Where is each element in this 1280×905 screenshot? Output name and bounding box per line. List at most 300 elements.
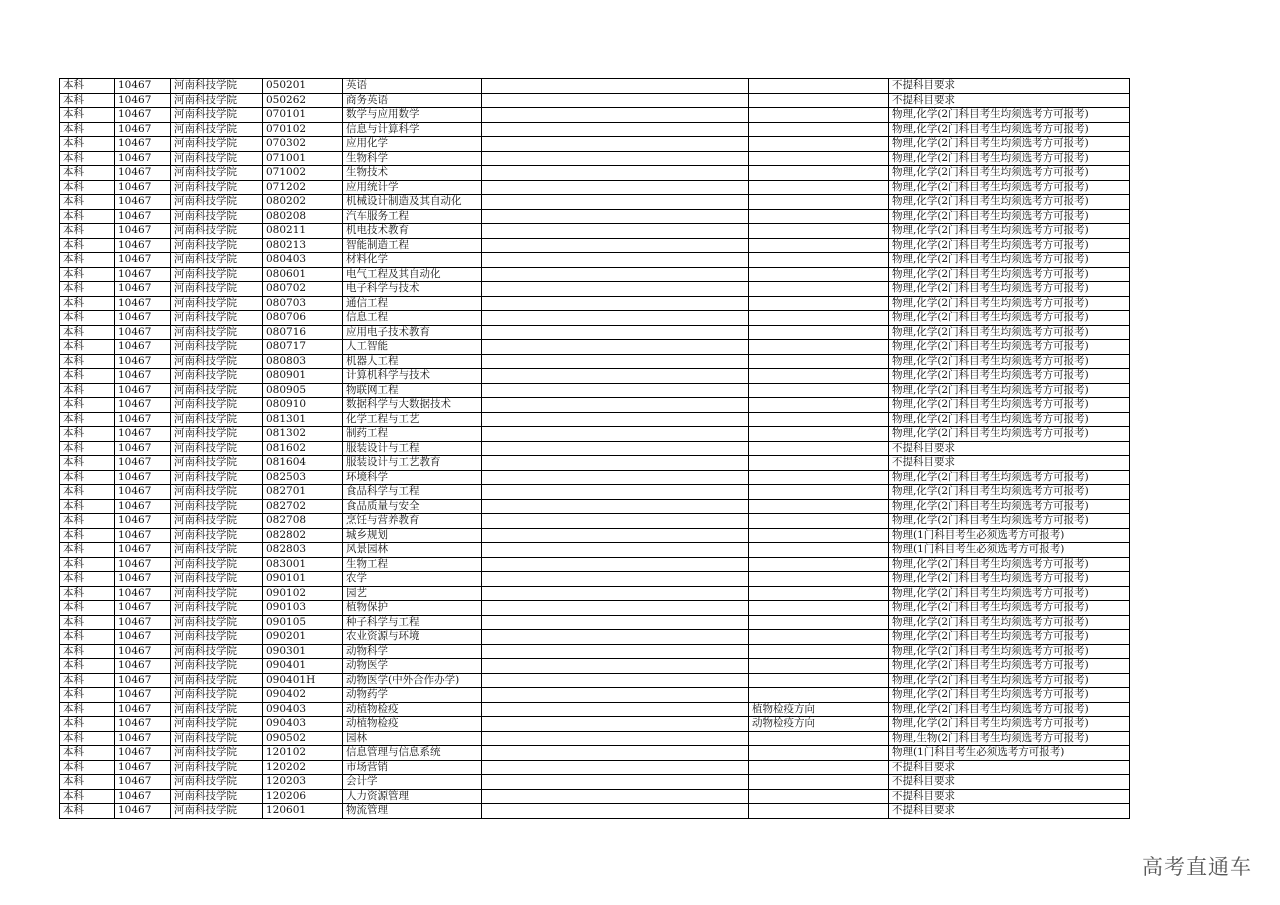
school-name-cell: 河南科技学院 [171,456,263,471]
major-code-cell: 090402 [263,688,343,703]
school-name-cell: 河南科技学院 [171,557,263,572]
requirement-cell: 物理,化学(2门科目考生均须选考方可报考) [889,427,1130,442]
school-code-cell: 10467 [115,644,171,659]
school-code-cell: 10467 [115,282,171,297]
requirement-cell: 物理,化学(2门科目考生均须选考方可报考) [889,659,1130,674]
table-row [60,789,1130,804]
requirement-cell: 不提科目要求 [889,760,1130,775]
requirement-cell: 物理,化学(2门科目考生均须选考方可报考) [889,586,1130,601]
major-code-cell: 080211 [263,224,343,239]
major-name-cell: 电气工程及其自动化 [343,267,482,282]
table-row [60,543,1130,558]
direction-cell [749,137,889,152]
major-name-cell: 数学与应用数学 [343,108,482,123]
major-name-cell: 生物技术 [343,166,482,181]
major-name-cell: 园林 [343,731,482,746]
major-code-cell: 080208 [263,209,343,224]
requirement-cell: 物理(1门科目考生必须选考方可报考) [889,746,1130,761]
table-row [60,702,1130,717]
major-code-cell: 082503 [263,470,343,485]
school-code-cell: 10467 [115,224,171,239]
school-name-cell: 河南科技学院 [171,427,263,442]
note-cell [482,499,749,514]
school-code-cell: 10467 [115,659,171,674]
major-name-cell: 通信工程 [343,296,482,311]
direction-cell [749,659,889,674]
table-body [60,79,1130,819]
direction-cell [749,166,889,181]
direction-cell [749,485,889,500]
watermark-text: 高考直通车 [1142,855,1252,879]
level-cell: 本科 [60,441,115,456]
major-name-cell: 动物科学 [343,644,482,659]
school-name-cell: 河南科技学院 [171,253,263,268]
major-code-cell: 080901 [263,369,343,384]
note-cell [482,746,749,761]
table-row [60,224,1130,239]
note-cell [482,325,749,340]
table-row [60,775,1130,790]
level-cell: 本科 [60,644,115,659]
direction-cell [749,180,889,195]
major-name-cell: 园艺 [343,586,482,601]
major-code-cell: 090105 [263,615,343,630]
school-code-cell: 10467 [115,673,171,688]
major-code-cell: 071202 [263,180,343,195]
table-row [60,108,1130,123]
direction-cell [749,369,889,384]
major-code-cell: 120203 [263,775,343,790]
level-cell: 本科 [60,122,115,137]
school-name-cell: 河南科技学院 [171,166,263,181]
school-name-cell: 河南科技学院 [171,267,263,282]
school-name-cell: 河南科技学院 [171,528,263,543]
direction-cell [749,224,889,239]
school-code-cell: 10467 [115,238,171,253]
major-code-cell: 090502 [263,731,343,746]
school-code-cell: 10467 [115,412,171,427]
level-cell: 本科 [60,325,115,340]
major-name-cell: 农业资源与环境 [343,630,482,645]
school-code-cell: 10467 [115,717,171,732]
direction-cell [749,195,889,210]
requirement-cell: 物理,化学(2门科目考生均须选考方可报考) [889,325,1130,340]
school-code-cell: 10467 [115,108,171,123]
direction-cell [749,253,889,268]
school-name-cell: 河南科技学院 [171,659,263,674]
requirement-cell: 物理,化学(2门科目考生均须选考方可报考) [889,108,1130,123]
direction-cell [749,296,889,311]
table-row [60,325,1130,340]
school-name-cell: 河南科技学院 [171,398,263,413]
level-cell: 本科 [60,93,115,108]
table-row [60,311,1130,326]
requirement-cell: 物理,化学(2门科目考生均须选考方可报考) [889,224,1130,239]
table-row [60,470,1130,485]
school-code-cell: 10467 [115,702,171,717]
table-row [60,717,1130,732]
requirement-cell: 物理,化学(2门科目考生均须选考方可报考) [889,311,1130,326]
major-name-cell: 动植物检疫 [343,702,482,717]
level-cell: 本科 [60,673,115,688]
note-cell [482,354,749,369]
level-cell: 本科 [60,543,115,558]
school-code-cell: 10467 [115,398,171,413]
requirement-cell: 物理,化学(2门科目考生均须选考方可报考) [889,572,1130,587]
note-cell [482,137,749,152]
school-name-cell: 河南科技学院 [171,601,263,616]
direction-cell [749,731,889,746]
requirement-cell: 物理,化学(2门科目考生均须选考方可报考) [889,485,1130,500]
major-code-cell: 090401H [263,673,343,688]
table-row [60,398,1130,413]
requirement-cell: 物理,化学(2门科目考生均须选考方可报考) [889,514,1130,529]
major-code-cell: 090101 [263,572,343,587]
requirement-cell: 物理,化学(2门科目考生均须选考方可报考) [889,166,1130,181]
level-cell: 本科 [60,267,115,282]
level-cell: 本科 [60,296,115,311]
major-name-cell: 生物工程 [343,557,482,572]
direction-cell [749,456,889,471]
requirement-cell: 物理,化学(2门科目考生均须选考方可报考) [889,630,1130,645]
major-name-cell: 计算机科学与技术 [343,369,482,384]
school-name-cell: 河南科技学院 [171,441,263,456]
major-code-cell: 081604 [263,456,343,471]
table-row [60,485,1130,500]
note-cell [482,296,749,311]
note-cell [482,253,749,268]
direction-cell [749,557,889,572]
direction-cell [749,93,889,108]
direction-cell [749,673,889,688]
school-name-cell: 河南科技学院 [171,470,263,485]
table-row [60,514,1130,529]
table-row [60,615,1130,630]
requirement-cell: 物理,化学(2门科目考生均须选考方可报考) [889,296,1130,311]
major-code-cell: 081302 [263,427,343,442]
note-cell [482,79,749,94]
school-name-cell: 河南科技学院 [171,644,263,659]
level-cell: 本科 [60,557,115,572]
table-row [60,760,1130,775]
school-code-cell: 10467 [115,760,171,775]
major-code-cell: 080202 [263,195,343,210]
major-name-cell: 商务英语 [343,93,482,108]
requirement-cell: 物理,化学(2门科目考生均须选考方可报考) [889,267,1130,282]
table-row [60,340,1130,355]
school-code-cell: 10467 [115,166,171,181]
major-code-cell: 082701 [263,485,343,500]
note-cell [482,282,749,297]
major-name-cell: 信息工程 [343,311,482,326]
major-code-cell: 090103 [263,601,343,616]
major-name-cell: 服装设计与工艺教育 [343,456,482,471]
direction-cell [749,340,889,355]
note-cell [482,528,749,543]
major-name-cell: 城乡规划 [343,528,482,543]
requirement-cell: 物理,化学(2门科目考生均须选考方可报考) [889,673,1130,688]
note-cell [482,441,749,456]
direction-cell [749,427,889,442]
major-code-cell: 120206 [263,789,343,804]
requirement-cell: 物理,化学(2门科目考生均须选考方可报考) [889,383,1130,398]
major-code-cell: 082802 [263,528,343,543]
major-name-cell: 会计学 [343,775,482,790]
table-row [60,383,1130,398]
note-cell [482,688,749,703]
note-cell [482,572,749,587]
note-cell [482,151,749,166]
major-code-cell: 081602 [263,441,343,456]
school-name-cell: 河南科技学院 [171,499,263,514]
school-code-cell: 10467 [115,180,171,195]
table-row [60,354,1130,369]
major-name-cell: 人力资源管理 [343,789,482,804]
requirement-cell: 物理,化学(2门科目考生均须选考方可报考) [889,702,1130,717]
school-code-cell: 10467 [115,151,171,166]
direction-cell [749,108,889,123]
major-name-cell: 服装设计与工程 [343,441,482,456]
major-name-cell: 动物医学 [343,659,482,674]
school-name-cell: 河南科技学院 [171,485,263,500]
direction-cell [749,354,889,369]
school-name-cell: 河南科技学院 [171,775,263,790]
major-name-cell: 信息与计算科学 [343,122,482,137]
direction-cell [749,746,889,761]
note-cell [482,789,749,804]
table-row [60,137,1130,152]
level-cell: 本科 [60,151,115,166]
school-code-cell: 10467 [115,499,171,514]
table-row [60,93,1130,108]
school-code-cell: 10467 [115,543,171,558]
major-code-cell: 080716 [263,325,343,340]
school-code-cell: 10467 [115,789,171,804]
note-cell [482,557,749,572]
school-code-cell: 10467 [115,441,171,456]
direction-cell [749,267,889,282]
major-code-cell: 080403 [263,253,343,268]
major-name-cell: 植物保护 [343,601,482,616]
level-cell: 本科 [60,775,115,790]
school-code-cell: 10467 [115,383,171,398]
major-name-cell: 风景园林 [343,543,482,558]
major-name-cell: 动物医学(中外合作办学) [343,673,482,688]
school-code-cell: 10467 [115,122,171,137]
direction-cell [749,282,889,297]
direction-cell [749,630,889,645]
requirement-cell: 物理,化学(2门科目考生均须选考方可报考) [889,470,1130,485]
school-code-cell: 10467 [115,775,171,790]
table-row [60,238,1130,253]
major-name-cell: 食品科学与工程 [343,485,482,500]
school-name-cell: 河南科技学院 [171,296,263,311]
level-cell: 本科 [60,528,115,543]
level-cell: 本科 [60,340,115,355]
level-cell: 本科 [60,166,115,181]
school-code-cell: 10467 [115,267,171,282]
major-code-cell: 080213 [263,238,343,253]
level-cell: 本科 [60,311,115,326]
major-code-cell: 050262 [263,93,343,108]
level-cell: 本科 [60,659,115,674]
level-cell: 本科 [60,615,115,630]
school-name-cell: 河南科技学院 [171,383,263,398]
level-cell: 本科 [60,253,115,268]
level-cell: 本科 [60,586,115,601]
table-row [60,688,1130,703]
school-code-cell: 10467 [115,93,171,108]
table-row [60,412,1130,427]
note-cell [482,209,749,224]
requirement-cell: 物理,化学(2门科目考生均须选考方可报考) [889,499,1130,514]
table-row [60,644,1130,659]
school-code-cell: 10467 [115,470,171,485]
table-row [60,586,1130,601]
requirement-cell: 物理,化学(2门科目考生均须选考方可报考) [889,340,1130,355]
note-cell [482,108,749,123]
direction-cell [749,499,889,514]
requirement-cell: 物理,化学(2门科目考生均须选考方可报考) [889,615,1130,630]
table-row [60,630,1130,645]
direction-cell [749,122,889,137]
school-code-cell: 10467 [115,586,171,601]
requirement-cell: 物理,化学(2门科目考生均须选考方可报考) [889,412,1130,427]
note-cell [482,166,749,181]
school-code-cell: 10467 [115,615,171,630]
school-code-cell: 10467 [115,514,171,529]
level-cell: 本科 [60,195,115,210]
direction-cell [749,514,889,529]
direction-cell [749,325,889,340]
note-cell [482,659,749,674]
school-name-cell: 河南科技学院 [171,514,263,529]
level-cell: 本科 [60,485,115,500]
requirement-cell: 物理,化学(2门科目考生均须选考方可报考) [889,180,1130,195]
table-row [60,253,1130,268]
major-name-cell: 烹饪与营养教育 [343,514,482,529]
table-row [60,557,1130,572]
requirement-cell: 物理(1门科目考生必须选考方可报考) [889,528,1130,543]
school-code-cell: 10467 [115,601,171,616]
direction-cell [749,311,889,326]
level-cell: 本科 [60,731,115,746]
major-name-cell: 化学工程与工艺 [343,412,482,427]
direction-cell [749,572,889,587]
level-cell: 本科 [60,688,115,703]
level-cell: 本科 [60,601,115,616]
table-row [60,427,1130,442]
level-cell: 本科 [60,630,115,645]
school-code-cell: 10467 [115,325,171,340]
requirement-cell: 物理,化学(2门科目考生均须选考方可报考) [889,137,1130,152]
direction-cell [749,601,889,616]
level-cell: 本科 [60,514,115,529]
note-cell [482,180,749,195]
note-cell [482,398,749,413]
level-cell: 本科 [60,282,115,297]
major-code-cell: 080706 [263,311,343,326]
note-cell [482,717,749,732]
requirement-cell: 物理,化学(2门科目考生均须选考方可报考) [889,354,1130,369]
table-row [60,499,1130,514]
subject-requirements-table [59,78,1130,819]
school-name-cell: 河南科技学院 [171,412,263,427]
direction-cell [749,79,889,94]
table-row [60,673,1130,688]
major-code-cell: 050201 [263,79,343,94]
requirement-cell: 物理,化学(2门科目考生均须选考方可报考) [889,151,1130,166]
level-cell: 本科 [60,137,115,152]
school-name-cell: 河南科技学院 [171,760,263,775]
note-cell [482,383,749,398]
note-cell [482,369,749,384]
major-name-cell: 应用化学 [343,137,482,152]
requirement-cell: 不提科目要求 [889,441,1130,456]
level-cell: 本科 [60,804,115,819]
direction-cell [749,804,889,819]
note-cell [482,760,749,775]
school-name-cell: 河南科技学院 [171,789,263,804]
major-code-cell: 080703 [263,296,343,311]
school-name-cell: 河南科技学院 [171,311,263,326]
table-row [60,441,1130,456]
requirement-cell: 不提科目要求 [889,456,1130,471]
note-cell [482,630,749,645]
major-code-cell: 070101 [263,108,343,123]
major-code-cell: 082708 [263,514,343,529]
requirement-cell: 不提科目要求 [889,93,1130,108]
school-name-cell: 河南科技学院 [171,369,263,384]
note-cell [482,456,749,471]
requirement-cell: 物理,化学(2门科目考生均须选考方可报考) [889,601,1130,616]
major-code-cell: 070102 [263,122,343,137]
direction-cell [749,644,889,659]
major-code-cell: 082702 [263,499,343,514]
major-code-cell: 090401 [263,659,343,674]
school-name-cell: 河南科技学院 [171,340,263,355]
school-name-cell: 河南科技学院 [171,702,263,717]
level-cell: 本科 [60,456,115,471]
school-code-cell: 10467 [115,209,171,224]
school-name-cell: 河南科技学院 [171,731,263,746]
note-cell [482,543,749,558]
major-name-cell: 信息管理与信息系统 [343,746,482,761]
note-cell [482,238,749,253]
level-cell: 本科 [60,746,115,761]
table-row [60,209,1130,224]
table-row [60,79,1130,94]
direction-cell [749,238,889,253]
note-cell [482,586,749,601]
level-cell: 本科 [60,702,115,717]
note-cell [482,673,749,688]
direction-cell [749,615,889,630]
major-name-cell: 应用电子技术教育 [343,325,482,340]
major-name-cell: 汽车服务工程 [343,209,482,224]
requirement-cell: 物理,化学(2门科目考生均须选考方可报考) [889,209,1130,224]
major-name-cell: 种子科学与工程 [343,615,482,630]
direction-cell [749,688,889,703]
major-name-cell: 材料化学 [343,253,482,268]
requirement-cell: 物理,化学(2门科目考生均须选考方可报考) [889,398,1130,413]
direction-cell [749,760,889,775]
school-code-cell: 10467 [115,572,171,587]
major-name-cell: 应用统计学 [343,180,482,195]
direction-cell: 动物检疫方向 [749,717,889,732]
school-code-cell: 10467 [115,528,171,543]
school-name-cell: 河南科技学院 [171,354,263,369]
